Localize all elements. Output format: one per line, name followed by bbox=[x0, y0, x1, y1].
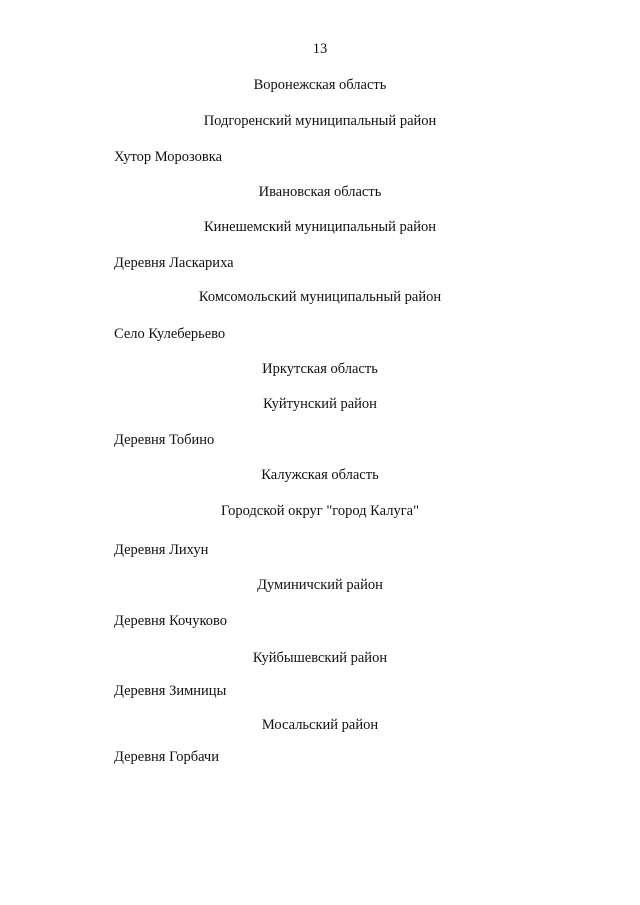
settlement-item: Село Кулеберьево bbox=[114, 326, 226, 342]
settlement-item: Деревня Кочуково bbox=[114, 613, 228, 629]
district-heading: Думиничский район bbox=[257, 577, 383, 593]
settlement-item: Деревня Тобино bbox=[114, 432, 215, 448]
page-number: 13 bbox=[312, 41, 328, 57]
district-heading: Подгоренский муниципальный район bbox=[203, 113, 437, 129]
region-heading: Воронежская область bbox=[253, 77, 387, 93]
district-heading: Куйтунский район bbox=[263, 396, 377, 412]
district-heading: Комсомольский муниципальный район bbox=[198, 289, 442, 305]
district-heading: Мосальский район bbox=[261, 717, 379, 733]
district-heading: Куйбышевский район bbox=[252, 650, 388, 666]
settlement-item: Деревня Зимницы bbox=[114, 683, 227, 699]
region-heading: Ивановская область bbox=[258, 184, 382, 200]
settlement-item: Хутор Морозовка bbox=[114, 149, 222, 165]
region-heading: Иркутская область bbox=[262, 361, 378, 377]
settlement-item: Деревня Лихун bbox=[114, 542, 209, 558]
region-heading: Калужская область bbox=[261, 467, 379, 483]
settlement-item: Деревня Ласкариха bbox=[114, 255, 234, 271]
district-heading: Городской округ "город Калуга" bbox=[220, 503, 420, 519]
district-heading: Кинешемский муниципальный район bbox=[203, 219, 436, 235]
settlement-item: Деревня Горбачи bbox=[114, 749, 219, 765]
